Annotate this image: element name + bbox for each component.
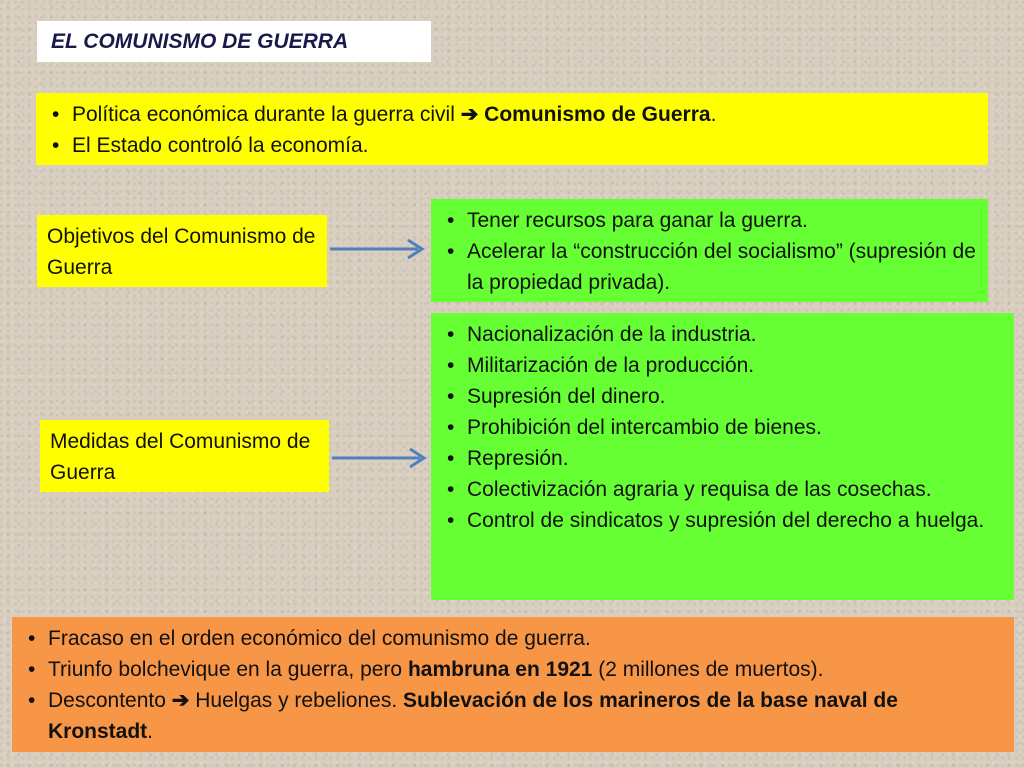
conclusion-text: Huelgas y rebeliones. [195,689,398,712]
conclusion-text: Triunfo bolchevique en la guerra, pero [48,658,403,681]
arrow-glyph-icon: ➔ [171,689,190,712]
intro-text: Política económica durante la guerra civil [72,103,455,126]
measure-item: • Control de sindicatos y supresión del derecho a huelga. [445,505,1004,536]
conclusion-emphasis: Sublevación de los marineros de la base naval de Kronstadt [48,689,898,743]
measure-item: • Colectivización agraria y requisa de las cosechas. [445,474,1004,505]
conclusion-punct: . [147,720,154,743]
conclusion-item [26,685,1004,747]
measures-box [431,313,1014,600]
intro-box [36,93,988,165]
measure-item: • Nacionalización de la industria. [445,319,1004,350]
measure-item: • Militarización de la producción. [445,350,1004,381]
measure-item: • Represión. [445,443,1004,474]
intro-emphasis: Comunismo de Guerra [484,103,711,126]
slide-title: EL COMUNISMO DE GUERRA [37,21,431,62]
measure-item: • Supresión del dinero. [445,381,1004,412]
objectives-label: Objetivos del Comunismo de Guerra [37,215,327,287]
conclusion-text: (2 millones de muertos). [598,658,824,681]
right-arrow-icon [328,236,430,262]
intro-punct: . [710,103,717,126]
right-arrow-icon [330,445,432,471]
conclusion-emphasis: hambruna en 1921 [407,658,593,681]
objectives-box [431,199,988,302]
conclusion-text: Descontento [48,689,166,712]
intro-item [50,99,978,130]
objective-item: • Acelerar la “construcción del socialismo” (supresión de la propiedad privada). [445,236,978,298]
conclusions-box [12,617,1014,752]
conclusion-item [26,654,1004,685]
arrow-glyph-icon: ➔ [460,103,479,126]
objective-item: • Tener recursos para ganar la guerra. [445,205,978,236]
measures-label: Medidas del Comunismo de Guerra [40,420,329,492]
intro-item: • El Estado controló la economía. [50,130,978,161]
measure-item: • Prohibición del intercambio de bienes. [445,412,1004,443]
conclusion-item: • Fracaso en el orden económico del comunismo de guerra. [26,623,1004,654]
